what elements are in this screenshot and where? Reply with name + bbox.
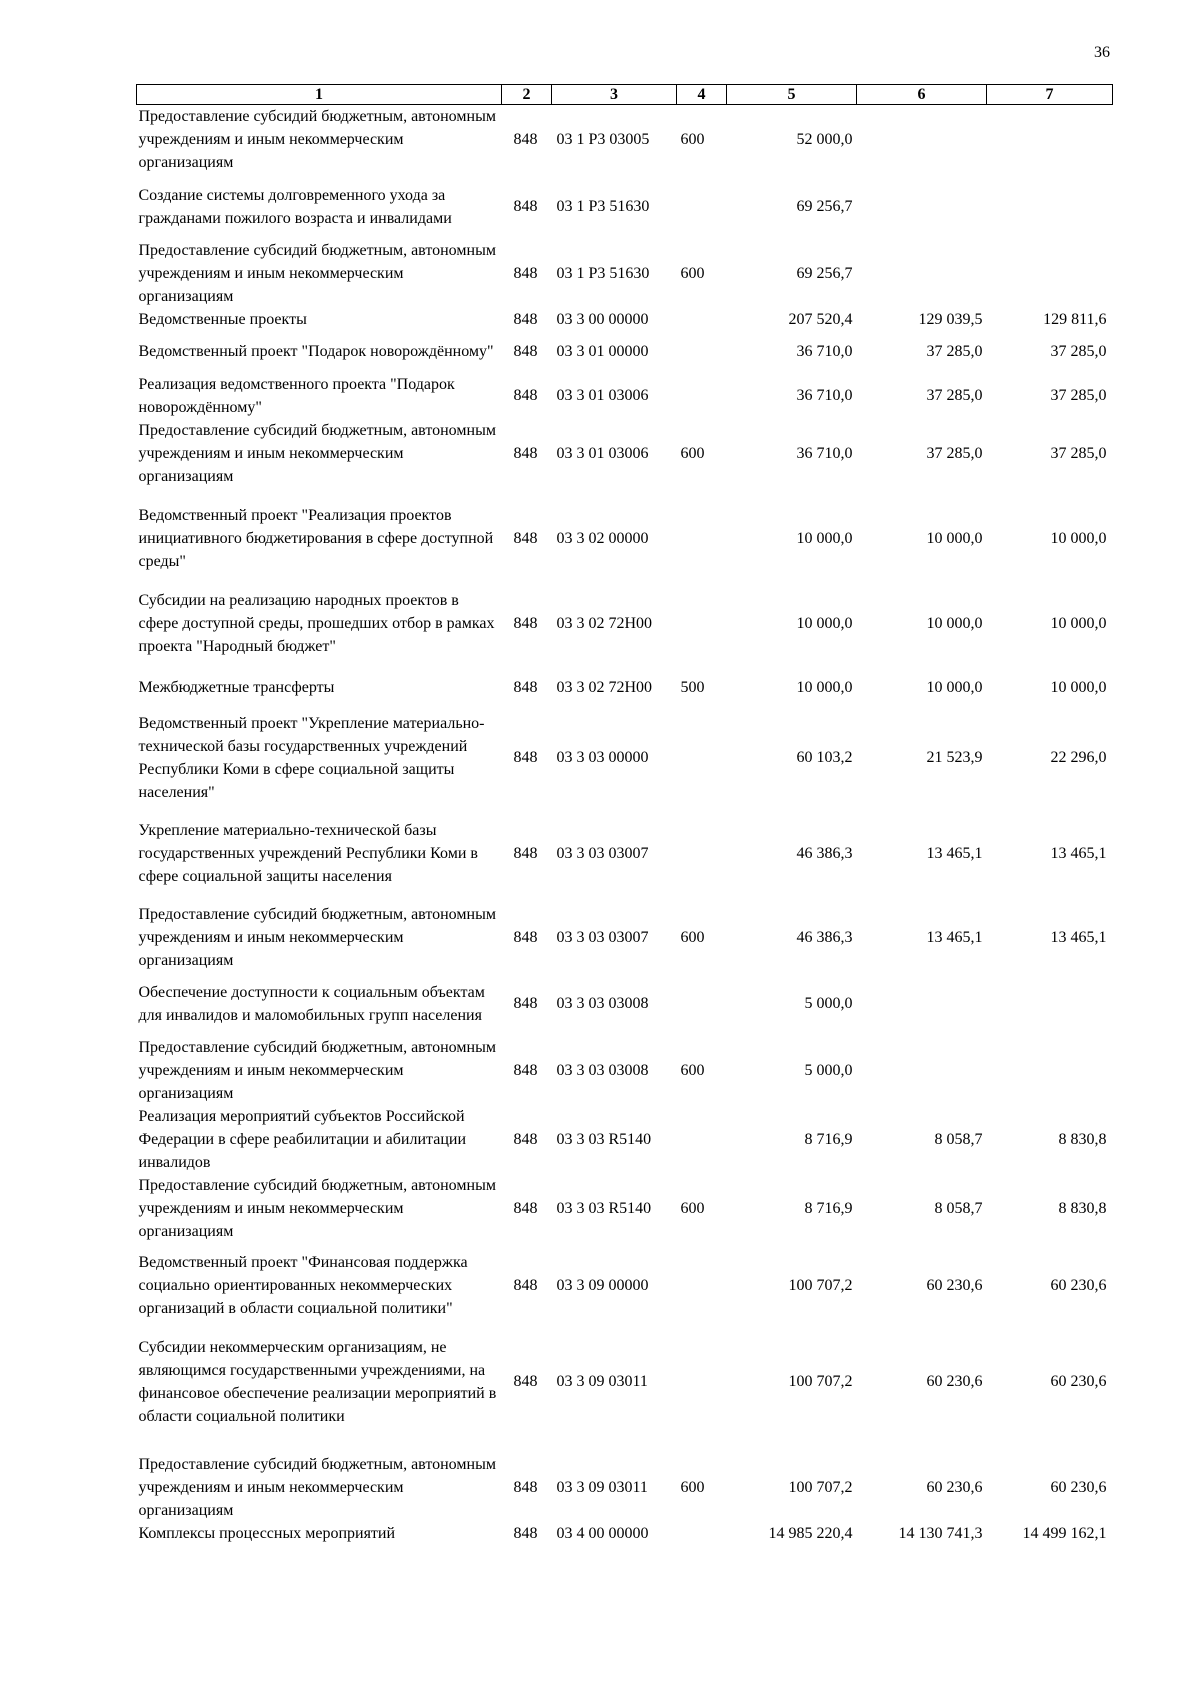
row-target-code: 03 3 03 03008	[556, 995, 649, 1012]
row-amount-col5: 100 707,2	[788, 1478, 853, 1496]
row-expense-type: 600	[680, 264, 705, 282]
row-ved-code: 848	[513, 387, 538, 404]
table-row	[137, 175, 1113, 239]
row-amount-col5: 36 710,0	[796, 444, 853, 462]
row-target-code: 03 3 09 00000	[556, 1277, 649, 1294]
row-expense-type	[677, 331, 727, 373]
row-amount-col5: 69 256,7	[796, 198, 853, 215]
row-amount-col5: 5 000,0	[804, 1061, 853, 1079]
row-expense-type	[677, 488, 727, 573]
row-amount-col7: 13 465,1	[1050, 845, 1107, 862]
row-name: Ведомственный проект "Финансовая поддержка социально ориентированных некоммерческих организаций в области социальной политики"	[138, 1254, 468, 1317]
row-target-code: 03 3 01 03006	[556, 444, 649, 462]
row-expense-type	[677, 699, 727, 805]
row-name: Реализация ведомственного проекта "Подарок новорождённому"	[138, 375, 455, 416]
row-ved-code: 848	[513, 1373, 538, 1390]
row-amount-col5: 10 000,0	[796, 529, 853, 547]
row-amount-col6: 37 285,0	[926, 343, 983, 360]
row-name: Реализация мероприятий субъектов Российской Федерации в сфере реабилитации и абилитации инвалидов	[138, 1107, 466, 1171]
table-row	[137, 419, 1113, 488]
row-amount-col6: 37 285,0	[926, 387, 983, 404]
row-target-code: 03 3 00 00000	[556, 310, 649, 328]
row-amount-col7: 37 285,0	[1050, 444, 1107, 462]
row-target-code: 03 4 00 00000	[556, 1524, 649, 1542]
row-amount-col5: 100 707,2	[788, 1373, 853, 1390]
row-amount-col5: 69 256,7	[796, 264, 853, 282]
row-amount-col6: 13 465,1	[926, 845, 983, 862]
row-amount-col5: 207 520,4	[788, 310, 853, 328]
row-amount-col5: 8 716,9	[804, 1130, 853, 1148]
row-target-code: 03 3 02 72H00	[556, 678, 653, 696]
row-amount-col6: 8 058,7	[934, 1130, 983, 1148]
row-expense-type	[677, 1329, 727, 1435]
table-row	[137, 488, 1113, 573]
table-row	[137, 239, 1113, 308]
row-amount-col7: 10 000,0	[1050, 678, 1107, 696]
row-name: Межбюджетные трансферты	[138, 678, 335, 696]
header-col-6: 6	[857, 85, 987, 105]
table-row	[137, 699, 1113, 805]
row-amount-col7	[987, 972, 1113, 1036]
row-amount-col5: 10 000,0	[796, 678, 853, 696]
page-number: 36	[1094, 44, 1110, 61]
row-amount-col6: 129 039,5	[918, 310, 983, 328]
row-amount-col7: 14 499 162,1	[1022, 1524, 1107, 1542]
header-col-4: 4	[677, 85, 727, 105]
row-expense-type: 600	[680, 1478, 705, 1496]
row-target-code: 03 3 03 R5140	[556, 1199, 652, 1217]
row-name: Предоставление субсидий бюджетным, автономным учреждениям и иным некоммерческим организациям	[138, 905, 496, 969]
row-amount-col6: 10 000,0	[926, 678, 983, 696]
row-name: Предоставление субсидий бюджетным, автономным учреждениям и иным некоммерческим организациям	[138, 421, 496, 485]
row-amount-col6: 13 465,1	[926, 928, 983, 946]
row-amount-col5: 36 710,0	[796, 387, 853, 404]
row-name: Обеспечение доступности к социальным объектам для инвалидов и маломобильных групп населения	[138, 983, 485, 1024]
row-target-code: 03 3 03 R5140	[556, 1130, 652, 1148]
row-ved-code: 848	[513, 310, 538, 328]
header-col-1: 1	[137, 85, 502, 105]
row-amount-col6: 21 523,9	[926, 749, 983, 766]
row-amount-col7: 8 830,8	[1058, 1130, 1107, 1148]
table-row	[137, 1105, 1113, 1174]
budget-table	[136, 84, 1113, 1545]
row-amount-col6	[857, 239, 987, 308]
row-amount-col7: 129 811,6	[1043, 310, 1107, 328]
header-col-2: 2	[502, 85, 552, 105]
row-expense-type: 600	[680, 1061, 705, 1079]
row-amount-col6	[857, 972, 987, 1036]
row-amount-col6: 60 230,6	[926, 1277, 983, 1294]
table-body	[137, 105, 1113, 1545]
row-amount-col6: 8 058,7	[934, 1199, 983, 1217]
row-amount-col5: 36 710,0	[796, 343, 853, 360]
row-target-code: 03 3 03 00000	[556, 749, 649, 766]
row-amount-col6	[857, 175, 987, 239]
row-amount-col6: 10 000,0	[926, 614, 983, 632]
row-expense-type	[677, 972, 727, 1036]
row-expense-type: 600	[680, 131, 705, 149]
row-expense-type: 500	[680, 678, 705, 696]
table-row	[137, 1243, 1113, 1329]
row-amount-col7: 10 000,0	[1050, 529, 1107, 547]
row-name: Предоставление субсидий бюджетным, автономным учреждениям и иным некоммерческим организациям	[138, 1176, 496, 1240]
row-name: Ведомственный проект "Подарок новорождённому"	[138, 343, 494, 360]
table-row	[137, 573, 1113, 658]
row-ved-code: 848	[513, 529, 538, 547]
row-amount-col5: 60 103,2	[796, 749, 853, 766]
row-name: Предоставление субсидий бюджетным, автономным учреждениям и иным некоммерческим организациям	[138, 241, 496, 305]
row-ved-code: 848	[513, 131, 538, 149]
row-expense-type	[677, 1522, 727, 1545]
row-name: Предоставление субсидий бюджетным, автономным учреждениям и иным некоммерческим организациям	[138, 1038, 496, 1102]
row-expense-type	[677, 1105, 727, 1174]
row-amount-col5: 10 000,0	[796, 614, 853, 632]
header-col-5: 5	[727, 85, 857, 105]
row-target-code: 03 3 01 00000	[556, 343, 649, 360]
row-amount-col6: 14 130 741,3	[898, 1524, 983, 1542]
row-name: Субсидии некоммерческим организациям, не являющимся государственными учреждениями, на финансовое обеспечение реализации мероприятий в области социальной политики	[138, 1338, 497, 1425]
row-name: Предоставление субсидий бюджетным, автономным учреждениям и иным некоммерческим организациям	[138, 1455, 496, 1519]
row-amount-col7	[987, 105, 1113, 175]
row-name: Ведомственный проект "Реализация проектов инициативного бюджетирования в сфере доступной среды"	[138, 506, 494, 570]
row-amount-col7: 60 230,6	[1050, 1277, 1107, 1294]
row-ved-code: 848	[513, 264, 538, 282]
row-target-code: 03 3 01 03006	[556, 387, 649, 404]
row-ved-code: 848	[513, 749, 538, 766]
row-ved-code: 848	[513, 845, 538, 862]
row-amount-col6	[857, 105, 987, 175]
row-target-code: 03 3 09 03011	[556, 1373, 648, 1390]
row-target-code: 03 1 P3 51630	[556, 264, 650, 282]
table-row	[137, 972, 1113, 1036]
row-expense-type	[677, 573, 727, 658]
table-row	[137, 658, 1113, 699]
row-name: Субсидии на реализацию народных проектов в сфере доступной среды, прошедших отбор в рамках проекта "Народный бюджет"	[138, 591, 495, 655]
row-amount-col5: 100 707,2	[788, 1277, 853, 1294]
row-ved-code: 848	[513, 343, 538, 360]
row-amount-col7: 13 465,1	[1050, 928, 1107, 946]
row-amount-col5: 52 000,0	[796, 131, 853, 149]
row-expense-type	[677, 1243, 727, 1329]
row-target-code: 03 3 03 03008	[556, 1061, 649, 1079]
row-amount-col6	[857, 1036, 987, 1105]
row-amount-col7	[987, 1036, 1113, 1105]
row-ved-code: 848	[513, 928, 538, 946]
row-ved-code: 848	[513, 995, 538, 1012]
row-amount-col7	[987, 239, 1113, 308]
row-amount-col7: 60 230,6	[1050, 1373, 1107, 1390]
row-ved-code: 848	[513, 678, 538, 696]
table-row	[137, 1174, 1113, 1243]
row-expense-type	[677, 175, 727, 239]
row-target-code: 03 1 P3 03005	[556, 131, 650, 149]
row-amount-col7: 60 230,6	[1050, 1478, 1107, 1496]
row-ved-code: 848	[513, 1478, 538, 1496]
row-expense-type	[677, 373, 727, 419]
row-ved-code: 848	[513, 1524, 538, 1542]
row-ved-code: 848	[513, 1277, 538, 1294]
row-amount-col5: 46 386,3	[796, 845, 853, 862]
row-amount-col7: 10 000,0	[1050, 614, 1107, 632]
header-row	[137, 85, 1113, 105]
row-expense-type: 600	[680, 444, 705, 462]
row-ved-code: 848	[513, 198, 538, 215]
table-row	[137, 1036, 1113, 1105]
row-amount-col5: 5 000,0	[804, 995, 853, 1012]
header-col-3: 3	[552, 85, 677, 105]
row-name: Ведомственные проекты	[138, 310, 307, 328]
row-amount-col7: 37 285,0	[1050, 387, 1107, 404]
row-ved-code: 848	[513, 614, 538, 632]
row-target-code: 03 3 03 03007	[556, 928, 649, 946]
row-amount-col6: 37 285,0	[926, 444, 983, 462]
row-target-code: 03 3 09 03011	[556, 1478, 648, 1496]
table-row	[137, 331, 1113, 373]
table-row	[137, 889, 1113, 972]
row-ved-code: 848	[513, 444, 538, 462]
row-ved-code: 848	[513, 1199, 538, 1217]
row-name: Создание системы долговременного ухода за гражданами пожилого возраста и инвалидами	[138, 186, 452, 227]
row-expense-type	[677, 805, 727, 889]
table-row	[137, 1522, 1113, 1545]
row-name: Ведомственный проект "Укрепление материально-технической базы государственных учреждений Республики Коми в сфере социальной защиты населения"	[138, 714, 485, 801]
row-amount-col5: 8 716,9	[804, 1199, 853, 1217]
table-row	[137, 1435, 1113, 1522]
table-row	[137, 373, 1113, 419]
header-col-7: 7	[987, 85, 1113, 105]
row-expense-type	[677, 308, 727, 331]
row-ved-code: 848	[513, 1061, 538, 1079]
table-row	[137, 308, 1113, 331]
row-target-code: 03 1 P3 51630	[556, 198, 650, 215]
row-expense-type: 600	[680, 1199, 705, 1217]
row-amount-col6: 60 230,6	[926, 1478, 983, 1496]
table-row	[137, 805, 1113, 889]
row-name: Предоставление субсидий бюджетным, автономным учреждениям и иным некоммерческим организациям	[138, 108, 496, 172]
row-amount-col7: 8 830,8	[1058, 1199, 1107, 1217]
row-target-code: 03 3 02 00000	[556, 529, 649, 547]
row-ved-code: 848	[513, 1130, 538, 1148]
row-target-code: 03 3 03 03007	[556, 845, 649, 862]
row-amount-col5: 46 386,3	[796, 928, 853, 946]
row-amount-col6: 10 000,0	[926, 529, 983, 547]
table-row	[137, 105, 1113, 175]
row-name: Комплексы процессных мероприятий	[138, 1524, 396, 1542]
row-amount-col5: 14 985 220,4	[768, 1524, 853, 1542]
row-amount-col6: 60 230,6	[926, 1373, 983, 1390]
row-amount-col7: 22 296,0	[1050, 749, 1107, 766]
row-expense-type: 600	[680, 928, 705, 946]
row-amount-col7: 37 285,0	[1050, 343, 1107, 360]
table-row	[137, 1329, 1113, 1435]
row-name: Укрепление материально-технической базы государственных учреждений Республики Коми в сфере социальной защиты населения	[138, 822, 478, 885]
row-amount-col7	[987, 175, 1113, 239]
row-target-code: 03 3 02 72H00	[556, 614, 653, 632]
